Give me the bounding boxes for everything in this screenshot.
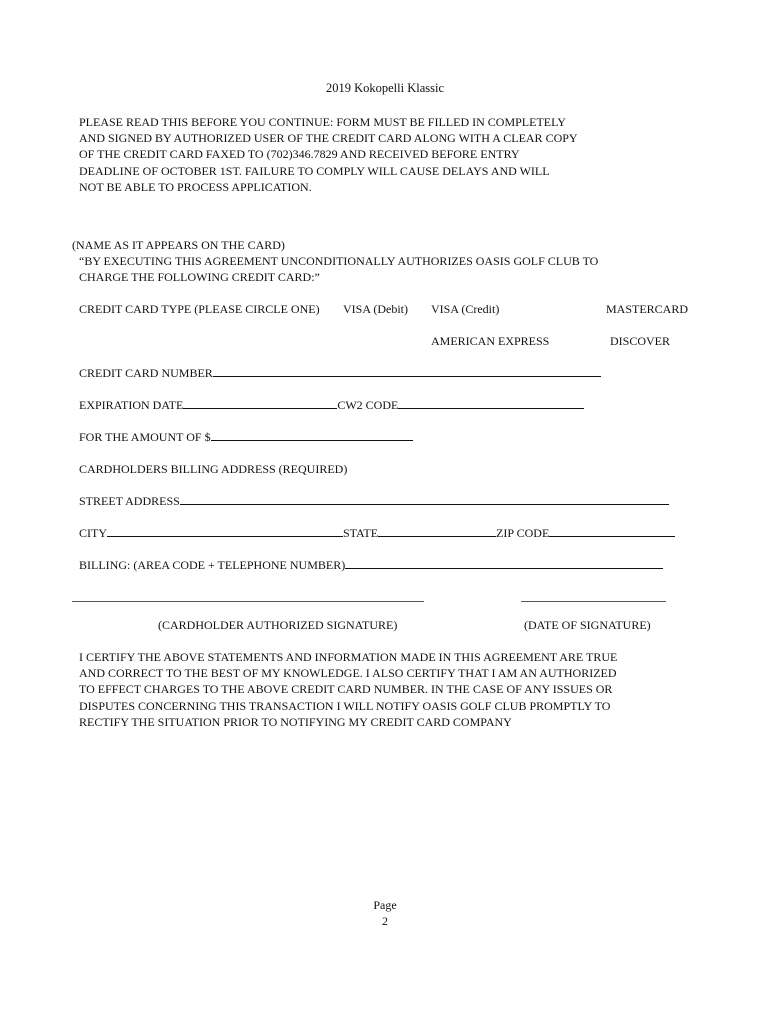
card-option-visa-credit[interactable]: VISA (Credit) [431,302,500,316]
name-label: (NAME AS IT APPEARS ON THE CARD) [72,238,285,252]
amount-row [79,429,413,445]
card-option-visa-debit[interactable]: VISA (Debit) [343,302,408,316]
billing-address-heading: CARDHOLDERS BILLING ADDRESS (REQUIRED) [79,462,348,476]
certify-line: AND CORRECT TO THE BEST OF MY KNOWLEDGE. I ALSO CERTIFY THAT I AM AN AUTHORIZED [79,666,617,681]
city-label: CITY [79,526,107,540]
card-number-label: CREDIT CARD NUMBER [79,366,213,380]
page-footer [0,897,770,929]
amount-field[interactable] [211,429,413,441]
state-label: STATE [343,526,379,540]
certify-line: DISPUTES CONCERNING THIS TRANSACTION I WILL NOTIFY OASIS GOLF CLUB PROMPTLY TO [79,698,611,713]
city-field[interactable] [107,525,343,537]
expiration-field[interactable] [183,397,337,409]
cw2-field[interactable] [398,397,584,409]
billing-phone-label: BILLING: (AREA CODE + TELEPHONE NUMBER) [79,558,346,572]
certify-line: RECTIFY THE SITUATION PRIOR TO NOTIFYING MY CREDIT CARD COMPANY [79,714,512,729]
state-field[interactable] [378,525,496,537]
amount-label: FOR THE AMOUNT OF $ [79,430,211,444]
city-state-zip-row [79,525,675,541]
certify-paragraph [79,649,699,730]
certify-line: TO EFFECT CHARGES TO THE ABOVE CREDIT CARD NUMBER. IN THE CASE OF ANY ISSUES OR [79,682,613,697]
agreement-line: “BY EXECUTING THIS AGREEMENT UNCONDITIONALLY AUTHORIZES OASIS GOLF CLUB TO [79,254,599,268]
agreement-paragraph [79,253,699,285]
date-label: (DATE OF SIGNATURE) [524,618,651,632]
certify-line: I CERTIFY THE ABOVE STATEMENTS AND INFORMATION MADE IN THIS AGREEMENT ARE TRUE [79,650,618,664]
signature-line[interactable] [72,601,424,602]
page-number: 2 [382,914,388,929]
card-option-discover[interactable]: DISCOVER [610,334,671,348]
card-option-mastercard[interactable]: MASTERCARD [606,302,689,316]
card-option-american-express[interactable]: AMERICAN EXPRESS [431,334,550,348]
expiration-row [79,397,584,413]
zip-field[interactable] [549,525,675,537]
notice-line: DEADLINE OF OCTOBER 1ST. FAILURE TO COMPLY WILL CAUSE DELAYS AND WILL [79,163,550,178]
notice-paragraph [79,114,699,195]
notice-line: AND SIGNED BY AUTHORIZED USER OF THE CREDIT CARD ALONG WITH A CLEAR COPY [79,131,578,146]
billing-phone-row [79,557,663,573]
date-line[interactable] [521,601,666,602]
page-word: Page [373,898,397,912]
signature-label: (CARDHOLDER AUTHORIZED SIGNATURE) [158,618,398,632]
notice-line: NOT BE ABLE TO PROCESS APPLICATION. [79,179,312,194]
zip-label: ZIP CODE [496,526,550,540]
street-row [79,493,669,509]
notice-line: PLEASE READ THIS BEFORE YOU CONTINUE: FORM MUST BE FILLED IN COMPLETELY [79,115,566,129]
card-type-label: CREDIT CARD TYPE (PLEASE CIRCLE ONE) [79,302,320,316]
billing-phone-field[interactable] [345,557,663,569]
card-number-row [79,365,601,381]
street-label: STREET ADDRESS [79,494,180,508]
document-title: 2019 Kokopelli Klassic [325,81,445,95]
street-field[interactable] [180,493,669,505]
agreement-line: CHARGE THE FOLLOWING CREDIT CARD:” [79,270,320,285]
notice-line: OF THE CREDIT CARD FAXED TO (702)346.7829 AND RECEIVED BEFORE ENTRY [79,147,520,162]
expiration-label: EXPIRATION DATE [79,398,184,412]
card-number-field[interactable] [213,365,601,377]
cw2-label: CW2 CODE [337,398,399,412]
